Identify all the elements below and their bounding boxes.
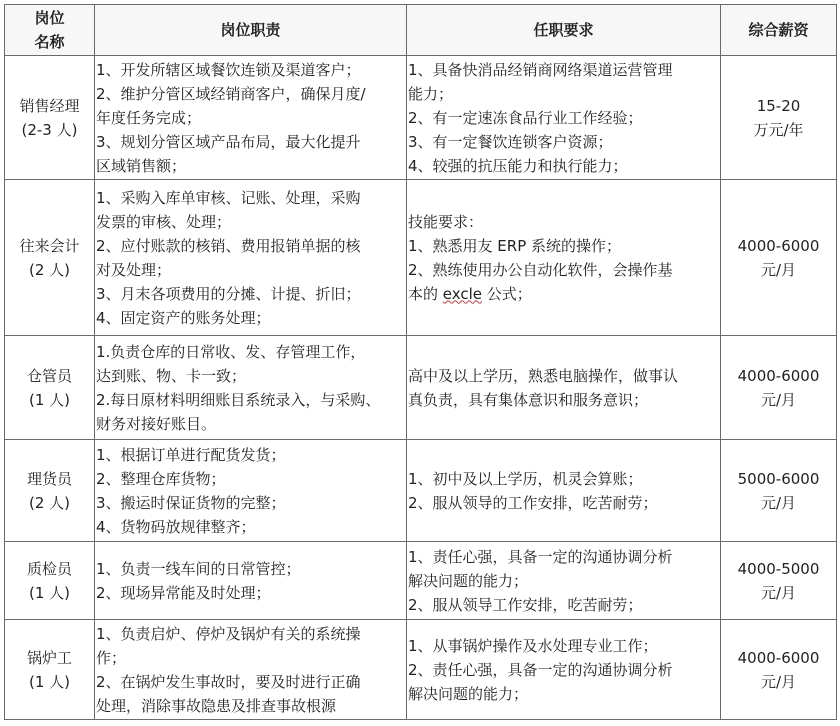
duty-line: 区域销售额；	[96, 156, 187, 175]
duty-line: 1.负责仓库的日常收、发、存管理工作，	[96, 342, 366, 361]
requirement-line: 高中及以上学历，熟悉电脑操作，做事认	[408, 366, 679, 385]
job-headcount: (2 人)	[28, 493, 71, 512]
job-duties-cell	[95, 440, 407, 542]
table-row	[5, 336, 837, 440]
salary-range: 4000-6000	[737, 648, 820, 667]
job-requirements-cell	[407, 56, 721, 180]
salary-unit: 元/月	[760, 260, 797, 279]
requirement-line: 解决问题的能力；	[408, 684, 529, 703]
job-headcount: (2 人)	[28, 260, 71, 279]
requirement-line: 能力；	[408, 84, 454, 103]
job-requirements-cell	[407, 336, 721, 440]
job-requirements-cell	[407, 180, 721, 336]
job-title: 质检员	[26, 559, 72, 578]
job-title-cell	[5, 180, 95, 336]
job-headcount: (2-3 人)	[21, 120, 78, 139]
duty-line: 4、货物码放规律整齐；	[96, 517, 256, 536]
job-headcount: (1 人)	[28, 583, 71, 602]
duty-line: 1、负责启炉、停炉及锅炉有关的系统操	[96, 624, 361, 643]
duty-line: 3、规划分管区域产品布局，最大化提升	[96, 132, 361, 151]
duty-line: 年度任务完成；	[96, 108, 202, 127]
job-duties-cell	[95, 336, 407, 440]
duty-line: 2、维护分管区域经销商客户，确保月度/	[96, 84, 366, 103]
job-title-cell	[5, 620, 95, 720]
salary-unit: 万元/年	[753, 120, 804, 139]
duty-line: 作；	[96, 648, 127, 667]
table-row	[5, 542, 837, 620]
requirement-line: 2、有一定速冻食品行业工作经验；	[408, 108, 643, 127]
job-headcount: (1 人)	[28, 390, 71, 409]
header-duties: 岗位职责	[95, 5, 407, 56]
table-row	[5, 180, 837, 336]
job-title-cell	[5, 440, 95, 542]
duty-line: 4、固定资产的账务处理；	[96, 308, 271, 327]
job-title: 仓管员	[26, 366, 72, 385]
job-title-cell	[5, 336, 95, 440]
requirement-line: 4、较强的抗压能力和执行能力；	[408, 156, 628, 175]
requirement-line: 1、具备快消品经销商网络渠道运营管理	[408, 60, 673, 79]
job-title: 往来会计	[19, 236, 80, 255]
requirement-line: 1、初中及以上学历，机灵会算账；	[408, 469, 643, 488]
job-salary-cell	[721, 542, 837, 620]
job-title: 销售经理	[19, 96, 80, 115]
salary-unit: 元/月	[760, 672, 797, 691]
header-title-line1: 岗位	[34, 9, 65, 27]
job-salary-cell	[721, 56, 837, 180]
requirement-line: 2、服从领导工作安排，吃苦耐劳；	[408, 595, 643, 614]
header-row	[5, 5, 837, 56]
header-salary: 综合薪资	[721, 5, 837, 56]
duty-line: 发票的审核、处理；	[96, 212, 232, 231]
job-requirements-cell	[407, 440, 721, 542]
job-requirements-cell	[407, 620, 721, 720]
duty-line: 3、月末各项费用的分摊、计提、折旧；	[96, 284, 361, 303]
duty-line: 3、搬运时保证货物的完整；	[96, 493, 286, 512]
salary-range: 4000-6000	[737, 366, 820, 385]
duty-line: 处理，消除事故隐患及排查事故根源	[96, 696, 337, 715]
salary-range: 5000-6000	[737, 469, 820, 488]
salary-unit: 元/月	[760, 390, 797, 409]
salary-unit: 元/月	[760, 583, 797, 602]
duty-line: 1、采购入库单审核、记账、处理，采购	[96, 188, 361, 207]
table-header	[5, 5, 837, 56]
header-title-line2: 名称	[34, 33, 65, 51]
job-duties-cell	[95, 542, 407, 620]
requirement-line: 技能要求：	[408, 212, 484, 231]
job-headcount: (1 人)	[28, 672, 71, 691]
duty-line: 2、在锅炉发生事故时，要及时进行正确	[96, 672, 361, 691]
job-requirements-cell	[407, 542, 721, 620]
requirement-line: 真负责，具有集体意识和服务意识；	[408, 390, 649, 409]
job-salary-cell	[721, 336, 837, 440]
table-row	[5, 620, 837, 720]
job-table	[4, 4, 837, 720]
duty-line: 1、根据订单进行配货发货；	[96, 445, 286, 464]
job-duties-cell	[95, 620, 407, 720]
requirement-line: 1、责任心强，具备一定的沟通协调分析	[408, 547, 673, 566]
duty-line: 达到账、物、卡一致；	[96, 366, 247, 385]
job-salary-cell	[721, 440, 837, 542]
duty-line: 1、开发所辖区域餐饮连锁及渠道客户；	[96, 60, 361, 79]
requirement-line: 2、服从领导的工作安排，吃苦耐劳；	[408, 493, 658, 512]
requirement-line: 2、熟练使用办公自动化软件，会操作基	[408, 260, 673, 279]
duty-line: 2、整理仓库货物；	[96, 469, 226, 488]
requirement-line: 1、熟悉用友 ERP 系统的操作；	[408, 236, 622, 255]
salary-range: 4000-5000	[737, 559, 820, 578]
requirement-line: 2、责任心强，具备一定的沟通协调分析	[408, 660, 673, 679]
job-duties-cell	[95, 56, 407, 180]
header-title	[5, 5, 95, 56]
salary-range: 4000-6000	[737, 236, 820, 255]
job-salary-cell	[721, 620, 837, 720]
salary-range: 15-20	[756, 96, 801, 115]
salary-unit: 元/月	[760, 493, 797, 512]
requirement-line: 解决问题的能力；	[408, 571, 529, 590]
spellcheck-underline: excle	[442, 284, 483, 303]
header-requirements: 任职要求	[407, 5, 721, 56]
job-duties-cell	[95, 180, 407, 336]
requirement-line: 1、从事锅炉操作及水处理专业工作；	[408, 636, 658, 655]
duty-line: 2、现场异常能及时处理；	[96, 583, 271, 602]
duty-line: 2、应付账款的核销、费用报销单据的核	[96, 236, 361, 255]
job-title-cell	[5, 56, 95, 180]
duty-line: 1、负责一线车间的日常管控；	[96, 559, 301, 578]
requirement-line: 本的 excle 公式；	[408, 284, 532, 303]
job-title-cell	[5, 542, 95, 620]
job-title: 锅炉工	[26, 648, 72, 667]
job-salary-cell	[721, 180, 837, 336]
duty-line: 财务对接好账目。	[96, 414, 217, 433]
requirement-line: 3、有一定餐饮连锁客户资源；	[408, 132, 613, 151]
duty-line: 2.每日原材料明细账目系统录入，与采购、	[96, 390, 381, 409]
job-title: 理货员	[26, 469, 72, 488]
table-row	[5, 440, 837, 542]
table-row	[5, 56, 837, 180]
duty-line: 对及处理；	[96, 260, 172, 279]
